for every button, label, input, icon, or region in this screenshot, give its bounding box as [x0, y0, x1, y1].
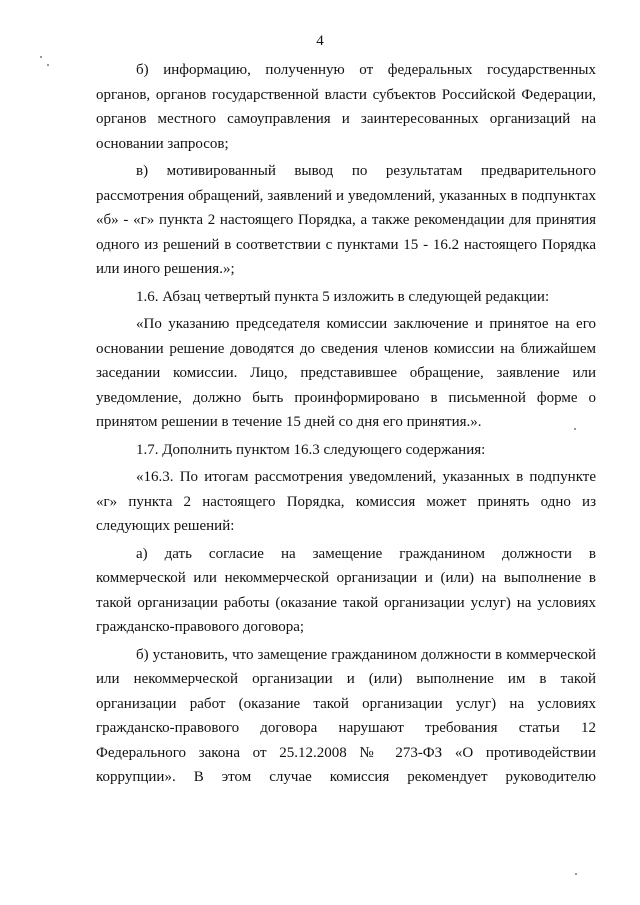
scan-speck: [575, 873, 577, 875]
scan-speck: [574, 428, 576, 430]
page-number: 4: [316, 33, 324, 49]
scan-speck: [47, 64, 49, 66]
paragraph-1-6: 1.6. Абзац четвертый пункта 5 изложить в следующей редакции:: [136, 288, 550, 305]
paragraph-1-7: 1.7. Дополнить пунктом 16.3 следующего содержания:: [136, 441, 486, 458]
paragraph-b-establish: б) установить, что замещение гражданином должности в коммерческой или некоммерческой организации и (или) выполнение им в такой организации работ (оказание такой организации услуг) на условиях гражданско-правового договора нарушают требования статьи 12 Федерального закона от 25.12.2008 № 273-ФЗ «О противодействии коррупции». В этом случае комиссия рекомендует руководителю: [96, 646, 596, 785]
paragraph-b-information: б) информацию, полученную от федеральных государственных органов, органов государственной власти субъектов Российской Федерации, органов местного самоуправления и заинтересованных организаций на основании запросов;: [96, 62, 596, 152]
paragraph-quote-chairman: «По указанию председателя комиссии заключение и принятое на его основании решение доводятся до сведения членов комиссии на ближайшем заседании комиссии. Лицо, представившее обращение, заявление или уведомление, должно быть проинформировано в письменной форме о принятом решении в течение 15 дней со дня его принятия.».: [96, 316, 596, 430]
scan-speck: [40, 56, 42, 58]
document-body: [96, 58, 596, 793]
paragraph-a-consent: а) дать согласие на замещение гражданином должности в коммерческой или некоммерческой организации и (или) на выполнение в такой организации работы (оказание такой организации услуг) на условиях гражданско-правового договора;: [96, 545, 596, 635]
paragraph-16-3: «16.3. По итогам рассмотрения уведомлений, указанных в подпункте «г» пункта 2 настоящего Порядка, комиссия может принять одно из следующих решений:: [96, 469, 596, 534]
paragraph-v-conclusion: в) мотивированный вывод по результатам предварительного рассмотрения обращений, заявлений и уведомлений, указанных в подпунктах «б» - «г» пункта 2 настоящего Порядка, а также рекомендации для принятия одного из решений в соответствии с пунктами 15 - 16.2 настоящего Порядка или иного решения.»;: [96, 163, 596, 277]
